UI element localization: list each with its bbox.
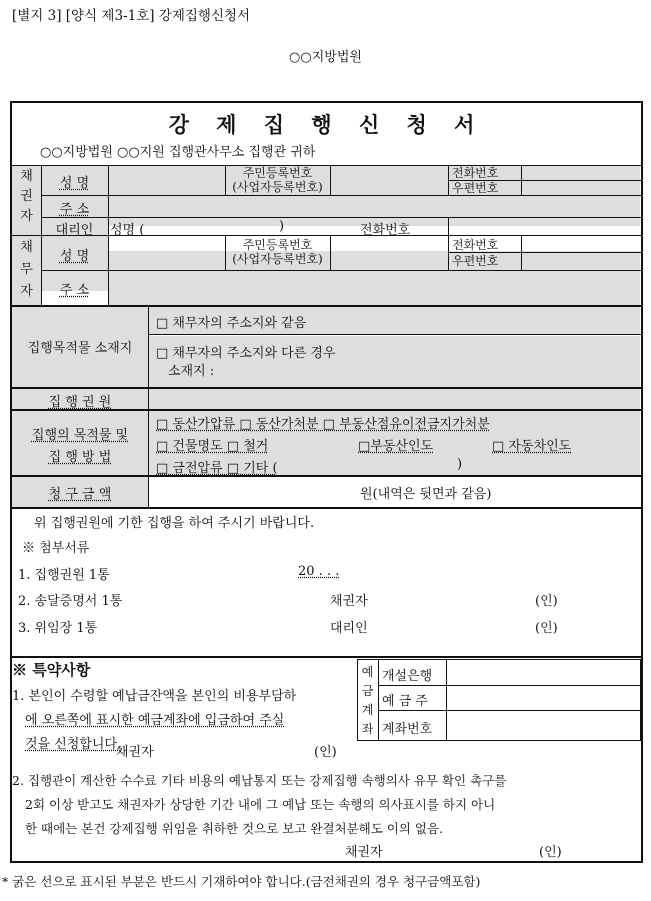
title-of-execution-label: 집 행 권 원 (48, 395, 112, 410)
attach-creditor-label: 채권자 (330, 594, 368, 609)
agent-name-label: 성명 ( (110, 223, 145, 238)
debtor-name-label: 성 명 (59, 249, 90, 264)
special-terms-head: ※ 특약사항 (12, 661, 91, 679)
creditor-name-label: 성 명 (59, 176, 90, 191)
attachments-head: ※ 첨부서류 (22, 541, 90, 556)
bank-label: 개설은행 (382, 669, 433, 684)
creditor-phone-label: 전화번호 (452, 166, 499, 180)
claim-label: 청 구 금 액 (48, 487, 112, 502)
method-label-1: 집행의 목적물 및 (31, 428, 129, 443)
method-label-2: 집 행 방 법 (48, 450, 112, 465)
special-p1-line1: 1. 본인이 수령할 예납금잔액을 본인의 비용부담하 (12, 689, 297, 704)
attach-agent-seal: (인) (535, 621, 558, 636)
method-row2-c[interactable]: □ 자동차인도 (492, 439, 572, 454)
method-row3-a[interactable]: □ 금전압류 □ 기타 ( (156, 461, 278, 476)
date-field: 20 . . . (298, 564, 340, 579)
account-label-2: 금 (361, 684, 374, 698)
creditor-label-2: 권 (20, 189, 33, 204)
creditor-address-label: 주 소 (59, 202, 90, 217)
debtor-phone-label: 전화번호 (452, 238, 499, 252)
agent-name-close: ) (279, 219, 285, 234)
claim-value: 원(내역은 뒷면과 같음) (360, 487, 492, 502)
creditor-rrn-label: 주민등록번호 (242, 166, 313, 180)
debtor-address-label: 주 소 (59, 283, 90, 298)
agent-label: 대리인 (55, 223, 94, 238)
method-row2-b[interactable]: □부동산인도 (358, 439, 434, 454)
special-p2-creditor: 채권자 (345, 845, 383, 860)
debtor-postal-label: 우편번호 (452, 254, 499, 268)
debtor-rrn-label: 주민등록번호 (242, 238, 313, 252)
holder-label: 예 금 주 (382, 694, 428, 709)
special-p2-line2: 2회 이상 받고도 채권자가 상당한 기간 내에 그 예납 또는 속행의 의사표시를 하지 아니 (25, 797, 496, 812)
special-p1-creditor: 채권자 (116, 745, 154, 760)
creditor-biz-label: (사업자등록번호) (232, 180, 323, 194)
account-label-3: 계 (361, 703, 374, 717)
location-label: 집행목적물 소재지 (27, 341, 133, 356)
location-same-checkbox[interactable]: □ 채무자의 주소지와 같음 (156, 316, 307, 331)
debtor-biz-label: (사업자등록번호) (232, 252, 323, 266)
application-form (10, 101, 643, 863)
debtor-label-3: 자 (20, 284, 33, 299)
attachment-2: 2. 송달증명서 1통 (18, 594, 123, 609)
debtor-label-2: 무 (20, 262, 33, 277)
creditor-label-3: 자 (20, 209, 33, 224)
special-p1-line3: 것을 신청합니다. (25, 737, 122, 752)
form-title: 강 제 집 행 신 청 서 (168, 112, 485, 137)
location-address-label: 소재지 : (168, 364, 215, 379)
form-header: [별지 3] [양식 제3-1호] 강제집행신청서 (12, 8, 251, 24)
method-row3-b: ) (457, 457, 463, 472)
account-label-4: 좌 (361, 722, 374, 736)
debtor-label-1: 채 (20, 240, 33, 255)
account-label-1: 예 (361, 665, 374, 679)
addressee: ○○지방법원 ○○지원 집행관사무소 집행관 귀하 (40, 145, 316, 160)
attachment-1: 1. 집행권원 1통 (18, 568, 110, 583)
special-p2-line3: 한 때에는 본건 강제집행 위임을 취하한 것으로 보고 완결처분해도 이의 없음. (25, 821, 444, 836)
method-row1[interactable]: □ 동산가압류 □ 동산가처분 □ 부동산점유이전금지가처분 (156, 417, 490, 432)
attach-agent-label: 대리인 (330, 621, 368, 636)
court-name: ○○지방법원 (289, 50, 362, 65)
special-p2-seal: (인) (539, 845, 562, 860)
location-diff-checkbox[interactable]: □ 채무자의 주소지와 다른 경우 (156, 346, 336, 361)
attachment-3: 3. 위임장 1통 (18, 621, 98, 636)
special-p1-seal: (인) (314, 745, 337, 760)
creditor-label-1: 채 (20, 169, 33, 184)
agent-phone-label: 전화번호 (360, 223, 411, 238)
footnote: * 굵은 선으로 표시된 부분은 반드시 기재하여야 합니다.(금전채권의 경우 청구금액포함) (2, 874, 481, 889)
attach-creditor-seal: (인) (535, 594, 558, 609)
request-sentence: 위 집행권원에 기한 집행을 하여 주시기 바랍니다. (34, 516, 315, 531)
method-row2-a[interactable]: □ 건물명도 □ 철거 (156, 439, 269, 454)
special-p1-line2: 에 오른쪽에 표시한 예금계좌에 입금하여 주실 (25, 713, 285, 728)
creditor-postal-label: 우편번호 (452, 181, 499, 195)
special-p2-line1: 2. 집행관이 계산한 수수료 기타 비용의 예납통지 또는 강제집행 속행의사 유무 확인 촉구를 (12, 773, 507, 788)
account-number-label: 계좌번호 (382, 722, 433, 737)
